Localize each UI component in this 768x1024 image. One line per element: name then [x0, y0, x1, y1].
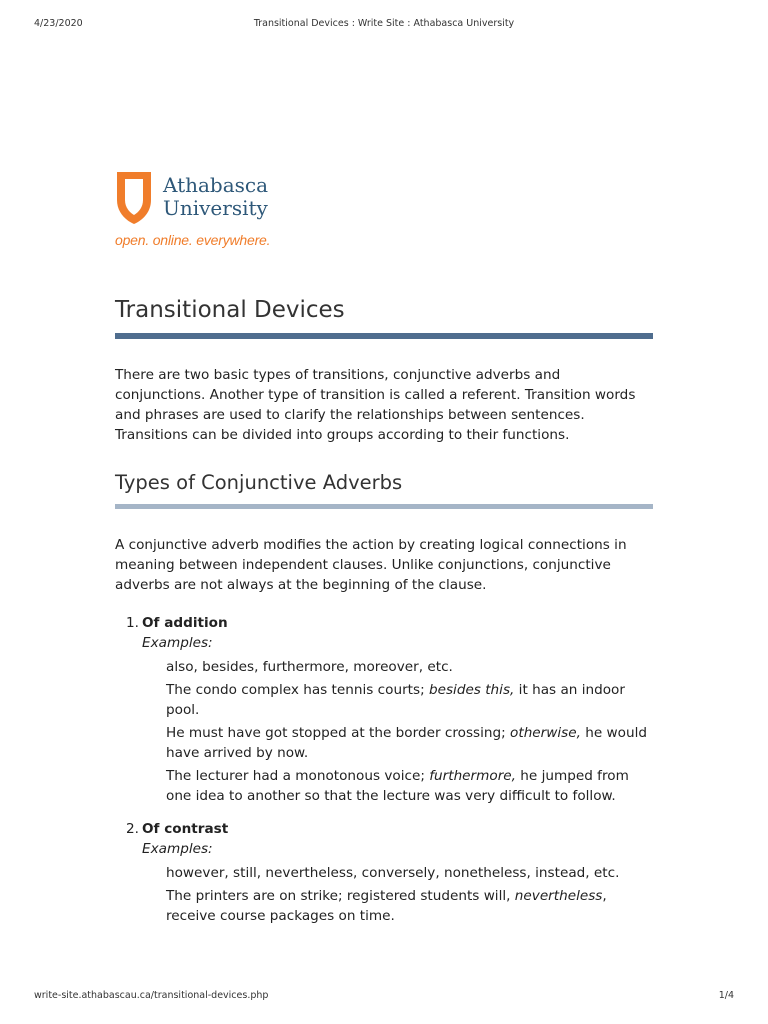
print-footer — [34, 990, 734, 1004]
word-list: also, besides, furthermore, moreover, etc. — [166, 659, 453, 675]
logo-line-2: University — [163, 196, 268, 220]
examples-label: Examples: — [142, 635, 213, 651]
example-list — [166, 863, 653, 926]
section-heading: Types of Conjunctive Adverbs — [115, 471, 403, 494]
category-title: Of addition — [142, 615, 228, 631]
logo-wordmark — [163, 174, 268, 220]
athabasca-logo[interactable] — [115, 170, 315, 250]
example-sentence: The lecturer had a monotonous voice; furthermore, he jumped from one idea to another so that the lecture was very difficult to follow. — [166, 768, 629, 804]
print-page-title: Transitional Devices : Write Site : Athabasca University — [253, 18, 515, 29]
example-list — [166, 657, 653, 806]
example-sentence: The printers are on strike; registered students will, nevertheless, receive course packages on time. — [166, 888, 607, 924]
example-sentence: The condo complex has tennis courts; besides this, it has an indoor pool. — [166, 682, 625, 718]
print-header — [34, 18, 734, 32]
article-content — [115, 290, 653, 939]
logo-tagline: open. online. everywhere. — [115, 232, 271, 248]
page-number: 1/4 — [718, 990, 734, 1001]
examples-label: Examples: — [142, 841, 213, 857]
adverb-category-list — [115, 613, 653, 926]
intro-paragraph: There are two basic types of transitions, conjunctive adverbs and conjunctions. Another type of transition is called a referent. Transition words and phrases are used to clarify the relationships between sentences. Transitions can be divided into groups according to their functions. — [115, 367, 636, 443]
category-title: Of contrast — [142, 821, 229, 837]
list-item — [115, 613, 653, 806]
shield-icon — [115, 170, 153, 226]
page-title: Transitional Devices — [115, 297, 345, 323]
title-divider — [115, 333, 653, 339]
print-date: 4/23/2020 — [34, 18, 83, 29]
section-divider — [115, 504, 653, 509]
list-item — [115, 819, 653, 926]
item-number: 1. — [126, 615, 139, 631]
section-description: A conjunctive adverb modifies the action by creating logical connections in meaning between independent clauses. Unlike conjunctions, conjunctive adverbs are not always at the beginning of the clause. — [115, 537, 627, 593]
page-url: write-site.athabascau.ca/transitional-devices.php — [34, 990, 269, 1001]
logo-line-1: Athabasca — [163, 173, 269, 197]
item-number: 2. — [126, 821, 139, 837]
word-list: however, still, nevertheless, conversely, nonetheless, instead, etc. — [166, 865, 620, 881]
example-sentence: He must have got stopped at the border crossing; otherwise, he would have arrived by now. — [166, 725, 648, 761]
